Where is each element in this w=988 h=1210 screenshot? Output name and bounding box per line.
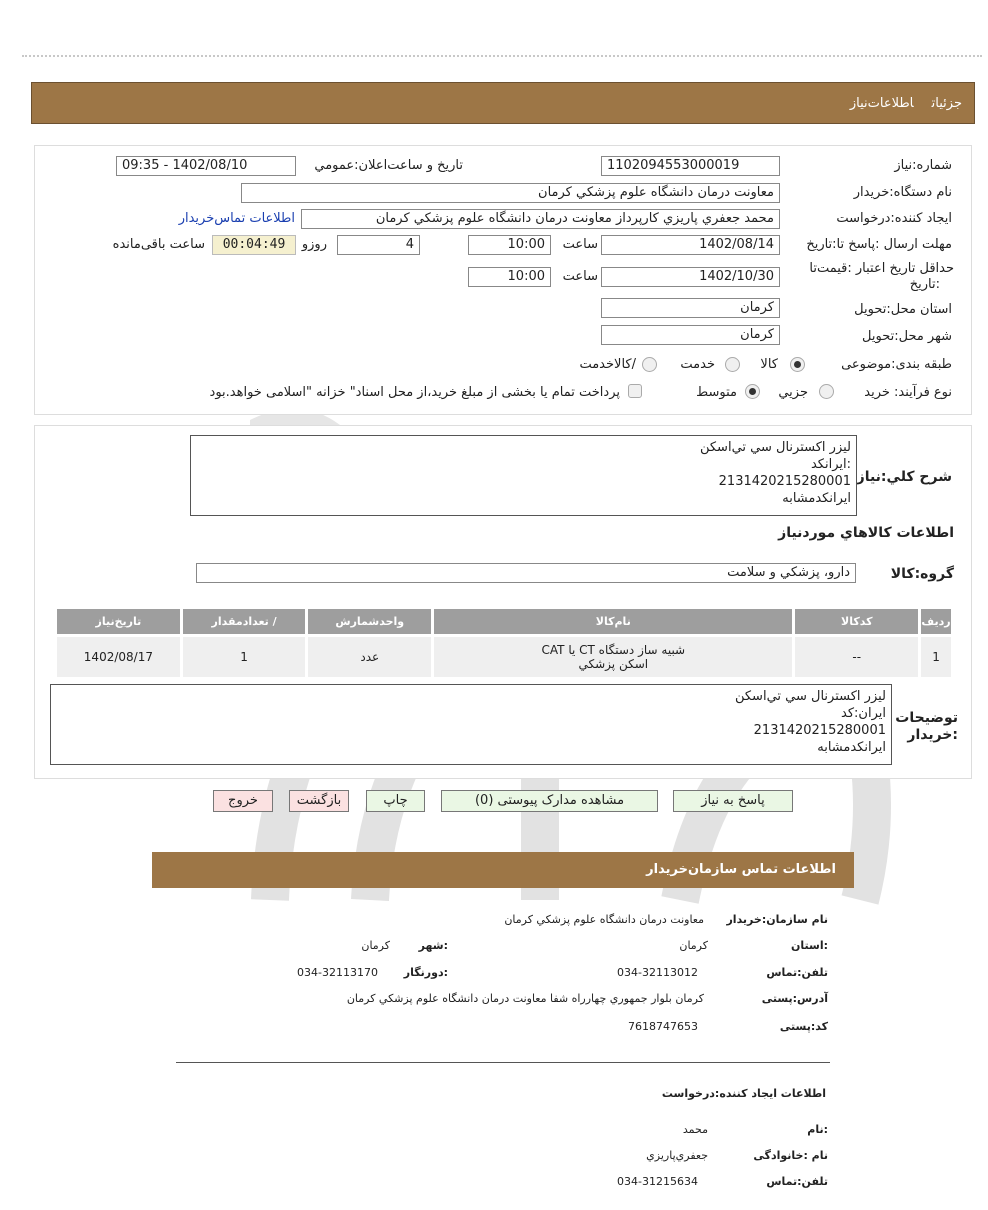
contact-postal-label: کد:پستی: [779, 1020, 828, 1033]
col-row: رديف: [921, 609, 951, 634]
announce-field: 1402/08/10 - 09:35: [116, 156, 296, 176]
need-number-label: شماره:نیاز: [894, 158, 952, 173]
org-value: معاونت درمان دانشگاه علوم پزشكي كرمان: [504, 913, 704, 926]
deadline-date-field: 1402/08/14: [601, 235, 780, 255]
creator-name-value: محمد: [682, 1123, 708, 1136]
buyer-contact-link[interactable]: اطلاعات تماس‌خریدار: [178, 211, 295, 226]
days-label: روزو: [301, 237, 327, 252]
creator-field: محمد جعفري پاريزي كارپرداز معاونت درمان دانشگاه علوم پزشكي كرمان: [301, 209, 780, 229]
deadline-time-label: ساعت: [562, 237, 598, 252]
buyer-notes-line: ليزر اكسترنال سي تي‌اسكن: [734, 689, 886, 704]
treasury-payment-note: پرداخت تمام یا بخشی از مبلغ خرید،از محل اسناد" خزانه "اسلامی خواهد.بود: [209, 385, 620, 400]
buyer-notes-label-2: :خریدار: [907, 727, 958, 743]
announce-label: تاریخ و ساعت‌اعلان:عمومي: [314, 158, 463, 173]
contact-divider: [176, 1062, 830, 1063]
contact-fax-label: :دورنگار: [403, 966, 448, 979]
buyer-field: معاونت درمان دانشگاه علوم پزشكي كرمان: [241, 183, 780, 203]
category-goods-service-label: /كالاخدمت: [579, 357, 636, 372]
category-service-radio[interactable]: [725, 357, 740, 372]
summary-line: :ايرانكد: [810, 457, 851, 472]
summary-line: ليزر اكسترنال سي تي‌اسكن: [699, 440, 851, 455]
contact-phone-label: تلفن:تماس: [766, 966, 828, 979]
validity-time-label: ساعت: [562, 269, 598, 284]
buyer-notes-box: [50, 684, 892, 765]
buyer-notes-line: 2131420215280001: [753, 723, 886, 738]
buyer-notes-line: ايرانكدمشابه: [817, 740, 886, 755]
summary-line: ايرانكدمشابه: [782, 491, 851, 506]
contact-city-value: كرمان: [361, 939, 390, 952]
days-field: 4: [337, 235, 420, 255]
org-label: نام سازمان:خریدار: [726, 913, 828, 926]
remaining-timer: 00:04:49: [212, 235, 296, 255]
city-label: شهر محل:تحویل: [862, 329, 952, 344]
validity-date-field: 1402/10/30: [601, 267, 780, 287]
buyer-notes-label-1: توضیحات: [895, 710, 958, 726]
buyer-notes-line: ايران:كد: [841, 706, 886, 721]
goods-table-header: [57, 609, 951, 634]
contact-section-title: اطلاعات تماس سازمان‌خریدار: [646, 862, 836, 877]
cell-name-line: اسكن پزشكي: [578, 657, 649, 671]
contact-address-label: آدرس:پستی: [761, 992, 828, 1005]
validity-label-2: :تاریخ: [909, 277, 940, 292]
top-separator: [22, 55, 982, 57]
goods-group-field: دارو، پزشكي و سلامت: [196, 563, 856, 583]
creator-info-title: اطلاعات ایجاد کننده:درخواست: [661, 1087, 826, 1100]
col-name: نام‌كالا: [434, 609, 792, 634]
cell-row: 1: [921, 637, 951, 677]
col-code: كدكالا: [795, 609, 918, 634]
print-button[interactable]: چاپ: [366, 790, 425, 812]
need-number-field: 1102094553000019: [601, 156, 780, 176]
contact-address-value: كرمان بلوار جمهوري چهارراه شفا معاونت درمان دانشگاه علوم پزشكي كرمان: [346, 992, 704, 1005]
summary-line: 2131420215280001: [718, 474, 851, 489]
category-goods-service-radio[interactable]: [642, 357, 657, 372]
buyer-label: نام دستگاه:خریدار: [853, 185, 952, 200]
category-goods-radio[interactable]: [790, 357, 805, 372]
treasury-payment-checkbox[interactable]: [628, 384, 642, 398]
tab-need-info[interactable]: اطلاعات‌نیاز: [849, 96, 914, 111]
process-medium-label: متوسط: [696, 385, 737, 400]
summary-box: [190, 435, 857, 516]
contact-section-header: [152, 852, 854, 888]
province-label: استان محل:تحویل: [854, 302, 952, 317]
goods-table: [54, 606, 954, 680]
summary-label: شرح كلي:نياز: [856, 469, 952, 485]
back-button[interactable]: بازگشت: [289, 790, 349, 812]
cell-qty: 1: [183, 637, 306, 677]
creator-phone-label: تلفن:تماس: [766, 1175, 828, 1188]
contact-postal-value: 7618747653: [628, 1020, 698, 1033]
creator-phone-value: 034-31215634: [617, 1175, 698, 1188]
category-label: طبقه بندی:موضوعی: [841, 357, 952, 372]
contact-city-label: :شهر: [418, 939, 448, 952]
process-medium-radio[interactable]: [745, 384, 760, 399]
contact-fax-value: 034-32113170: [297, 966, 378, 979]
process-label: نوع فرآیند: خرید: [864, 385, 952, 400]
creator-family-value: جعفري‌پاريزي: [646, 1149, 708, 1162]
validity-label-1: حداقل تاریخ اعتبار :قیمت‌تا: [809, 261, 954, 276]
cell-date: 1402/08/17: [57, 637, 180, 677]
col-date: تاريخ‌نياز: [57, 609, 180, 634]
process-partial-label: جزيي: [778, 385, 808, 400]
cell-unit: عدد: [308, 637, 431, 677]
cell-name: [434, 637, 792, 677]
table-row: [57, 637, 951, 677]
exit-button[interactable]: خروج: [213, 790, 273, 812]
creator-family-label: نام :خانوادگی: [753, 1149, 828, 1162]
validity-time-field: 10:00: [468, 267, 551, 287]
tab-details[interactable]: جزئیات: [931, 96, 962, 111]
category-service-label: خدمت: [680, 357, 715, 372]
contact-phone-value: 034-32113012: [617, 966, 698, 979]
reply-button[interactable]: پاسخ به نیاز: [673, 790, 793, 812]
deadline-label: مهلت ارسال :پاسخ تا:تاریخ: [806, 237, 952, 252]
category-goods-label: كالا: [760, 357, 778, 372]
col-qty: / تعدادمقدار: [183, 609, 306, 634]
remaining-label: ساعت باقی‌مانده: [112, 237, 205, 252]
creator-name-label: :نام: [807, 1123, 828, 1136]
creator-label: ایجاد کننده:درخواست: [836, 211, 952, 226]
province-field: كرمان: [601, 298, 780, 318]
goods-group-label: گروه:کالا: [890, 566, 954, 582]
process-partial-radio[interactable]: [819, 384, 834, 399]
col-unit: واحدشمارش: [308, 609, 431, 634]
view-documents-button[interactable]: مشاهده مدارک پیوستی (0): [441, 790, 658, 812]
cell-name-line: شبيه ساز دستگاه CT يا CAT: [541, 643, 686, 657]
goods-section-title: اطلاعات كالاهاي موردنياز: [778, 525, 954, 541]
contact-province-label: :استان: [791, 939, 828, 952]
deadline-time-field: 10:00: [468, 235, 551, 255]
page-header: [31, 82, 975, 124]
city-field: كرمان: [601, 325, 780, 345]
cell-code: --: [795, 637, 918, 677]
contact-province-value: كرمان: [679, 939, 708, 952]
